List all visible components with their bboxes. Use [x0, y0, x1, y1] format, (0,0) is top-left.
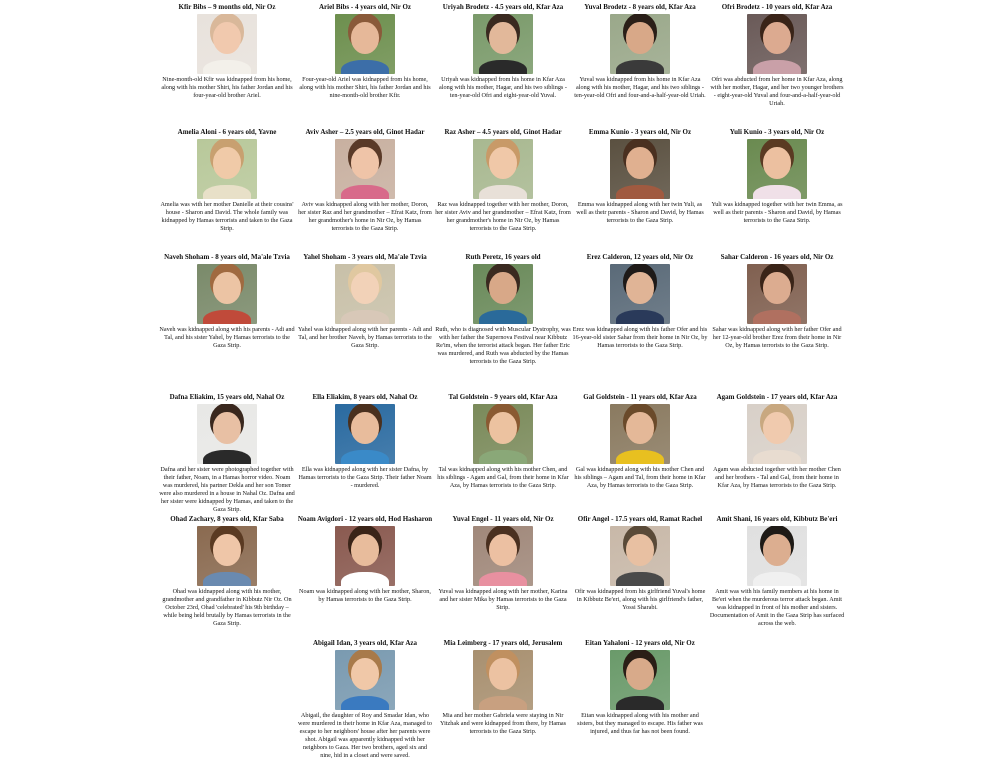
profile-name: Yuval Brodetz - 8 years old, Kfar Aza: [584, 3, 696, 11]
profile-photo: [197, 14, 257, 74]
photo-shoulders: [616, 60, 664, 74]
profile-description: Abigail, the daughter of Roy and Smadar Idan, who were murdered in their home in Kfar Aza, managed to escape to her neighbors' house after her parents were shot. Abigail was apparently kidnapped with her neighbors to Gaza. Her two brothers, aged six and nine, hid in a closet and were saved.: [297, 712, 432, 760]
profile-name: Kfir Bibs – 9 months old, Nir Oz: [178, 3, 276, 11]
profile-name: Naveh Shoham - 8 years old, Ma'ale Tzvia: [164, 253, 290, 261]
profile-name: Sahar Calderon - 16 years old, Nir Oz: [720, 253, 834, 261]
profile-description: Aviv was kidnapped along with her mother, Doron, her sister Raz and her grandmother – Efrat Katz, from her grandmother's home in Nir Oz, by Hamas terrorists to the Gaza Strip.: [298, 201, 432, 233]
photo-face: [351, 272, 379, 303]
photo-shoulders: [753, 310, 801, 324]
profile-description: Ofri was abducted from her home in Kfar Aza, along with her mother, Hagar, and her two younger brothers - eight-year-old Yuval and four-and-a-half-year-old Uriah.: [710, 76, 844, 108]
photo-face: [213, 412, 241, 443]
photo-shoulders: [203, 450, 251, 464]
profile-card: [297, 253, 433, 350]
profile-name: Erez Calderon, 12 years old, Nir Oz: [586, 253, 694, 261]
photo-shoulders: [203, 185, 251, 199]
profile-name: Eitan Yahaloni - 12 years old, Nir Oz: [585, 639, 695, 647]
photo-face: [351, 534, 379, 565]
photo-shoulders: [616, 696, 664, 710]
profile-photo: [335, 650, 395, 710]
photo-face: [351, 147, 379, 178]
profile-name: Yuli Kunio - 3 years old, Nir Oz: [729, 128, 825, 136]
profile-card: [709, 253, 845, 350]
profile-card: [572, 253, 708, 350]
profile-photo: [610, 404, 670, 464]
profile-photo: [335, 526, 395, 586]
profile-photo: [610, 264, 670, 324]
profile-description: Emma was kidnapped along with her twin Yuli, as well as their parents - Sharon and David, by Hamas terrorists to the Gaza Strip.: [576, 201, 704, 225]
profile-photo: [197, 404, 257, 464]
profile-photo: [197, 526, 257, 586]
photo-face: [489, 658, 517, 689]
photo-face: [626, 272, 654, 303]
photo-shoulders: [616, 572, 664, 586]
profile-description: Yuval was kidnapped along with her mother, Karina and her sister Mika by Hamas terrorists to the Gaza Strip.: [438, 588, 568, 612]
profile-description: Gal was kidnapped along with his mother Chen and his siblings – Agam and Tal, from their home in Kfar Aza, by Hamas terrorists to the Gaza Strip.: [574, 466, 706, 490]
profile-photo: [197, 264, 257, 324]
profile-card: [709, 3, 845, 108]
profile-description: Ofir was kidnapped from his girlfriend Yuval's home in Kibbutz Be'eri, along with his girlfriend's father, Yossi Sharabi.: [574, 588, 706, 612]
photo-shoulders: [616, 185, 664, 199]
profile-name: Amit Shani, 16 years old, Kibbutz Be'eri: [716, 515, 838, 523]
profile-card: [435, 515, 571, 612]
photo-face: [626, 412, 654, 443]
photo-face: [626, 658, 654, 689]
photo-face: [763, 534, 791, 565]
photo-face: [489, 22, 517, 53]
photo-shoulders: [341, 60, 389, 74]
profile-card: [435, 639, 571, 736]
profile-description: Ella was kidnapped along with her sister Dafna, by Hamas terrorists to the Gaza Strip. Their father Noam - murdered.: [298, 466, 432, 490]
photo-shoulders: [341, 450, 389, 464]
profile-photo: [335, 264, 395, 324]
profile-name: Raz Asher – 4.5 years old, Ginot Hadar: [444, 128, 562, 136]
photo-shoulders: [479, 185, 527, 199]
profile-card: [435, 3, 571, 100]
profile-description: Nine-month-old Kfir was kidnapped from his home, along with his mother Shiri, his father Jordan and his four-year-old brother Ariel.: [161, 76, 293, 100]
photo-face: [213, 22, 241, 53]
photo-face: [763, 147, 791, 178]
photo-face: [489, 412, 517, 443]
photo-shoulders: [616, 310, 664, 324]
profile-photo: [610, 650, 670, 710]
profile-photo: [610, 526, 670, 586]
profile-card: [435, 393, 571, 490]
profile-photo: [473, 526, 533, 586]
photo-face: [763, 412, 791, 443]
profile-card: [572, 128, 708, 225]
profile-card: [159, 3, 295, 100]
photo-face: [213, 272, 241, 303]
photo-shoulders: [479, 572, 527, 586]
profile-name: Uriyah Brodetz - 4.5 years old, Kfar Aza: [442, 3, 564, 11]
profile-description: Amit was with his family members at his home in Be'eri when the murderous terror attack began. Amit was kidnapped in front of his mother and sisters. Documentation of Amit in the Gaza Strip has surfaced across the web.: [709, 588, 845, 628]
profile-card: [435, 253, 571, 366]
photo-shoulders: [479, 60, 527, 74]
profile-description: Naveh was kidnapped along with his parents - Adi and Tal, and his sister Yahel, by Hamas terrorists to the Gaza Strip.: [159, 326, 295, 350]
profile-card: [159, 253, 295, 350]
profile-name: Noam Avigdori - 12 years old, Hod Hasharon: [297, 515, 433, 523]
photo-face: [489, 147, 517, 178]
profile-description: Ohad was kidnapped along with his mother, grandmother and grandfather in Kibbutz Nir Oz. On October 23rd, Ohad 'celebrated' his 9th birthday – while being held brutally by Hamas terrorists in the Gaza Strip.: [162, 588, 292, 628]
profile-photo: [747, 526, 807, 586]
profile-name: Dafna Eliakim, 15 years old, Nahal Oz: [169, 393, 285, 401]
profile-photo: [473, 650, 533, 710]
profile-name: Aviv Asher – 2.5 years old, Ginot Hadar: [305, 128, 425, 136]
photo-shoulders: [203, 60, 251, 74]
profile-photo: [335, 14, 395, 74]
profile-name: Gal Goldstein - 11 years old, Kfar Aza: [583, 393, 697, 401]
photo-face: [489, 272, 517, 303]
photo-face: [626, 147, 654, 178]
profile-card: [159, 515, 295, 628]
photo-face: [351, 412, 379, 443]
profile-photo: [747, 14, 807, 74]
photo-shoulders: [341, 572, 389, 586]
profile-card: [297, 515, 433, 604]
profile-description: Four-year-old Ariel was kidnapped from his home, along with his mother Shiri, his father Jordan and his nine-month-old brother Kfir.: [299, 76, 431, 100]
photo-shoulders: [753, 185, 801, 199]
photo-shoulders: [203, 310, 251, 324]
photo-face: [626, 534, 654, 565]
photo-shoulders: [341, 310, 389, 324]
photo-shoulders: [341, 696, 389, 710]
profile-description: Dafna and her sister were photographed together with their father, Noam, in a Hamas horror video. Noam was murdered, his partner Dekla and her son Tomer were also murdered in a house in Nahal Oz. Dafna and her sister were kidnapped by Hamas, and taken to the Gaza Strip.: [159, 466, 295, 514]
profile-name: Ruth Peretz, 16 years old: [465, 253, 541, 261]
profile-card: [297, 3, 433, 100]
profile-photo: [747, 264, 807, 324]
profile-card: [297, 639, 433, 761]
profile-photo: [473, 264, 533, 324]
profile-name: Ofri Brodetz - 10 years old, Kfar Aza: [721, 3, 833, 11]
profile-photo: [473, 139, 533, 199]
profile-name: Emma Kunio - 3 years old, Nir Oz: [588, 128, 692, 136]
profile-photo: [610, 139, 670, 199]
photo-face: [763, 22, 791, 53]
profile-description: Agam was abducted together with her mother Chen and her brothers - Tal and Gal, from their home in Kfar Aza, by Hamas terrorists to the Gaza Strip.: [713, 466, 841, 490]
profile-card: [159, 393, 295, 515]
photo-shoulders: [753, 60, 801, 74]
profile-description: Uriyah was kidnapped from his home in Kfar Aza along with his mother, Hagar, and his two siblings - ten-year-old Ofri and eight-year-old Yuval.: [439, 76, 567, 100]
photo-face: [626, 22, 654, 53]
photo-face: [489, 534, 517, 565]
photo-face: [213, 534, 241, 565]
profile-photo: [610, 14, 670, 74]
profile-card: [572, 639, 708, 736]
photo-face: [213, 147, 241, 178]
profile-card: [572, 515, 708, 612]
profile-photo: [335, 139, 395, 199]
profile-name: Amelia Aloni - 6 years old, Yavne: [177, 128, 277, 136]
profile-photo: [747, 404, 807, 464]
profile-card: [709, 393, 845, 490]
photo-shoulders: [203, 572, 251, 586]
profile-card: [572, 393, 708, 490]
profile-card: [297, 128, 433, 233]
profile-description: Yahel was kidnapped along with her parents - Adi and Tal, and her brother Naveh, by Hamas terrorists to the Gaza Strip.: [298, 326, 432, 350]
profile-name: Ella Eliakim, 8 years old, Nahal Oz: [312, 393, 418, 401]
photo-shoulders: [753, 572, 801, 586]
profile-name: Mia Leimberg - 17 years old, Jerusalem: [443, 639, 563, 647]
profile-card: [709, 515, 845, 628]
profile-name: Ohad Zachary, 8 years old, Kfar Saba: [170, 515, 284, 523]
profile-name: Tal Goldstein - 9 years old, Kfar Aza: [448, 393, 558, 401]
photo-face: [351, 22, 379, 53]
profile-name: Ariel Bibs - 4 years old, Nir Oz: [318, 3, 412, 11]
photo-shoulders: [341, 185, 389, 199]
profile-photo: [473, 14, 533, 74]
profile-description: Erez was kidnapped along with his father Ofer and his 16-year-old sister Sahar from their home in Nir Oz, by Hamas terrorists to the Gaza Strip.: [572, 326, 708, 350]
profile-description: Yuval was kidnapped from his home in Kfar Aza along with his mother, Hagar, and his two siblings - ten-year-old Ofri and four-and-a-half-year-old Uriah.: [574, 76, 706, 100]
profile-photo: [335, 404, 395, 464]
profile-description: Ruth, who is diagnosed with Muscular Dystrophy, was with her father the Supernova Festival near Kibbutz Re'im, when the terrorist attack began. Her father Eric was murdered, and Ruth was abducted by the Hamas terrorists to the Gaza Strip.: [435, 326, 571, 366]
profile-name: Agam Goldstein - 17 years old, Kfar Aza: [716, 393, 838, 401]
photo-face: [763, 272, 791, 303]
profile-card: [709, 128, 845, 225]
photo-face: [351, 658, 379, 689]
photo-shoulders: [479, 696, 527, 710]
profile-description: Mia and her mother Gabriela were staying in Nir Yitzhak and were kidnapped from there, by Hamas terrorists to the Gaza Strip.: [439, 712, 567, 736]
profile-description: Eitan was kidnapped along with his mother and sisters, but they managed to escape. His father was injured, and thus far has not been found.: [577, 712, 703, 736]
profile-name: Yahel Shoham - 3 years old, Ma'ale Tzvia: [303, 253, 427, 261]
profile-photo: [747, 139, 807, 199]
profile-name: Yuval Engel - 11 years old, Nir Oz: [452, 515, 554, 523]
profile-card: [435, 128, 571, 233]
profile-name: Ofir Angel - 17.5 years old, Ramat Rachel: [577, 515, 703, 523]
profile-description: Sahar was kidnapped along with her father Ofer and her 12-year-old brother Erez from their home in Nir Oz, by Hamas terrorists to the Gaza Strip.: [712, 326, 842, 350]
photo-shoulders: [616, 450, 664, 464]
photo-shoulders: [753, 450, 801, 464]
profile-photo: [473, 404, 533, 464]
profile-card: [159, 128, 295, 233]
photo-shoulders: [479, 450, 527, 464]
profile-description: Amelia was with her mother Danielle at their cousins' house - Sharon and David. The whole family was kidnapped by Hamas terrorists and taken to the Gaza Strip.: [160, 201, 294, 233]
profile-description: Tal was kidnapped along with his mother Chen, and his siblings - Agam and Gal, from their home in Kfar Aza, by Hamas terrorists to the Gaza Strip.: [437, 466, 569, 490]
photo-shoulders: [479, 310, 527, 324]
profile-description: Yuli was kidnapped together with her twin Emma, as well as their parents - Sharon and David, by Hamas terrorists to the Gaza Strip.: [711, 201, 843, 225]
profile-description: Raz was kidnapped together with her mother, Doron, her sister Aviv and her grandmother – Efrat Katz, from her grandmother's home in Nir Oz, by Hamas terrorists to the Gaza Strip.: [435, 201, 571, 233]
profile-description: Noam was kidnapped along with her mother, Sharon, by Hamas terrorists to the Gaza Strip.: [299, 588, 431, 604]
profile-photo: [197, 139, 257, 199]
profile-card: [572, 3, 708, 100]
profile-name: Abigail Idan, 3 years old, Kfar Aza: [312, 639, 418, 647]
profile-card: [297, 393, 433, 490]
